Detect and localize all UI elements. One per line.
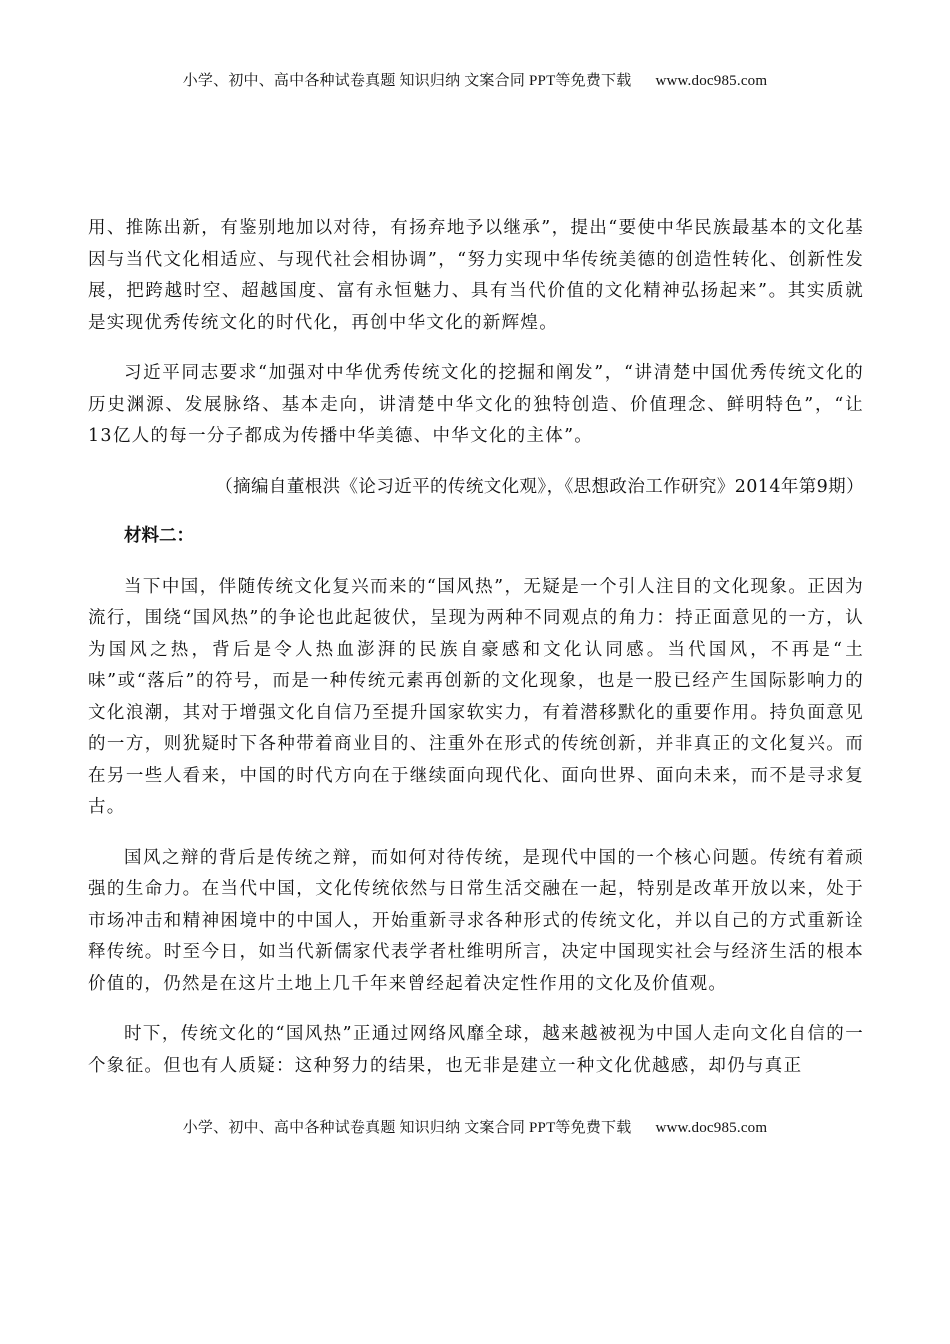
document-body [88,213,864,1082]
material-two-heading: 材料二： [124,526,194,546]
paragraph-1: 用、推陈出新，有鉴别地加以对待，有扬弃地予以继承”，提出“要使中华民族最基本的文化基因与当代文化相适应、与现代社会相协调”，“努力实现中华传统美德的创造性转化、创新性发展，把跨越时空、超越国度、富有永恒魅力、具有当代价值的文化精神弘扬起来”。其实质就是实现优秀传统文化的时代化，再创中华文化的新辉煌。 [88,218,864,333]
header-site-link[interactable]: www.doc985.com [655,73,768,89]
footer-site-link[interactable]: www.doc985.com [655,1120,768,1136]
paragraph-3: 当下中国，伴随传统文化复兴而来的“国风热”，无疑是一个引人注目的文化现象。正因为流行，围绕“国风热”的争论也此起彼伏，呈现为两种不同观点的角力：持正面意见的一方，认为国风之热，背后是令人热血澎湃的民族自豪感和文化认同感。当代国风，不再是“土味”或“落后”的符号，而是一种传统元素再创新的文化现象，也是一股已经产生国际影响力的文化浪潮，其对于增强文化自信乃至提升国家软实力，有着潜移默化的重要作用。持负面意见的一方，则犹疑时下各种带着商业目的、注重外在形式的传统创新，并非真正的文化复兴。而在另一些人看来，中国的时代方向在于继续面向现代化、面向世界、面向未来，而不是寻求复古。 [88,576,864,817]
source-citation: （摘编自董根洪《论习近平的传统文化观》，《思想政治工作研究》2014年第9期） [215,476,864,497]
header-text: 小学、初中、高中各种试卷真题 知识归纳 文案合同 PPT等免费下载 [182,73,632,89]
page-footer [0,1116,950,1137]
page-header [0,69,950,90]
footer-text: 小学、初中、高中各种试卷真题 知识归纳 文案合同 PPT等免费下载 [182,1120,632,1136]
paragraph-4: 国风之辩的背后是传统之辩，而如何对待传统，是现代中国的一个核心问题。传统有着顽强的生命力。在当代中国，文化传统依然与日常生活交融在一起，特别是改革开放以来，处于市场冲击和精神困境中的中国人，开始重新寻求各种形式的传统文化，并以自己的方式重新诠释传统。时至今日，如当代新儒家代表学者杜维明所言，决定中国现实社会与经济生活的根本价值的，仍然是在这片土地上几千年来曾经起着决定性作用的文化及价值观。 [88,847,864,994]
paragraph-5: 时下，传统文化的“国风热”正通过网络风靡全球，越来越被视为中国人走向文化自信的一个象征。但也有人质疑：这种努力的结果，也无非是建立一种文化优越感，却仍与真正 [88,1024,864,1076]
paragraph-2: 习近平同志要求“加强对中华优秀传统文化的挖掘和阐发”，“讲清楚中国优秀传统文化的历史渊源、发展脉络、基本走向，讲清楚中华文化的独特创造、价值理念、鲜明特色”，“让13亿人的每一分子都成为传播中华美德、中华文化的主体”。 [88,363,864,446]
